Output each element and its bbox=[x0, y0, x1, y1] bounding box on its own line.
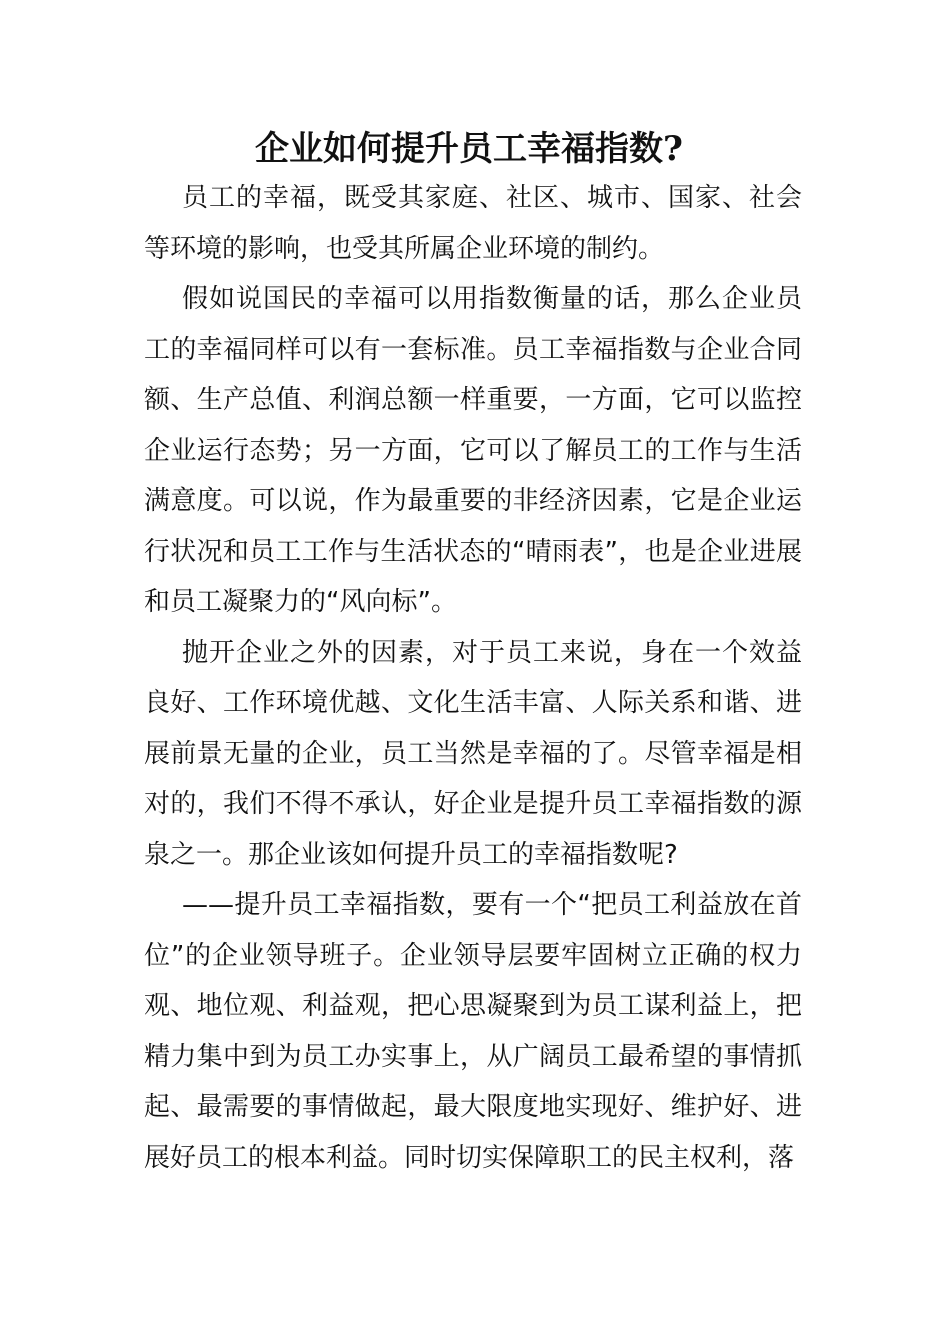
paragraph-3: 抛开企业之外的因素，对于员工来说，身在一个效益良好、工作环境优越、文化生活丰富、人际关系和谐、进展前景无量的企业，员工当然是幸福的了。尽管幸福是相对的，我们不得不承认，好企业是提升员工幸福指数的源泉之一。那企业该如何提升员工的幸福指数呢? bbox=[144, 637, 802, 870]
paragraph-1: 员工的幸福，既受其家庭、社区、城市、国家、社会等环境的影响，也受其所属企业环境的制约。 bbox=[144, 183, 802, 264]
document-body bbox=[144, 173, 802, 1183]
document-title: 企业如何提升员工幸福指数? bbox=[255, 129, 683, 169]
paragraph-4: ——提升员工幸福指数，要有一个“把员工利益放在首位”的企业领导班子。企业领导层要牢固树立正确的权力观、地位观、利益观，把心思凝聚到为员工谋利益上，把精力集中到为员工办实事上，从广阔员工最希望的事情抓起、最需要的事情做起，最大限度地实现好、维护好、进展好员工的根本利益。同时切实保障职工的民主权利，落 bbox=[144, 890, 802, 1173]
paragraph-2: 假如说国民的幸福可以用指数衡量的话，那么企业员工的幸福同样可以有一套标准。员工幸福指数与企业合同额、生产总值、利润总额一样重要，一方面，它可以监控企业运行态势；另一方面，它可以了解员工的工作与生活满意度。可以说，作为最重要的非经济因素，它是企业运行状况和员工工作与生活状态的“晴雨表”，也是企业进展和员工凝聚力的“风向标”。 bbox=[144, 284, 802, 617]
